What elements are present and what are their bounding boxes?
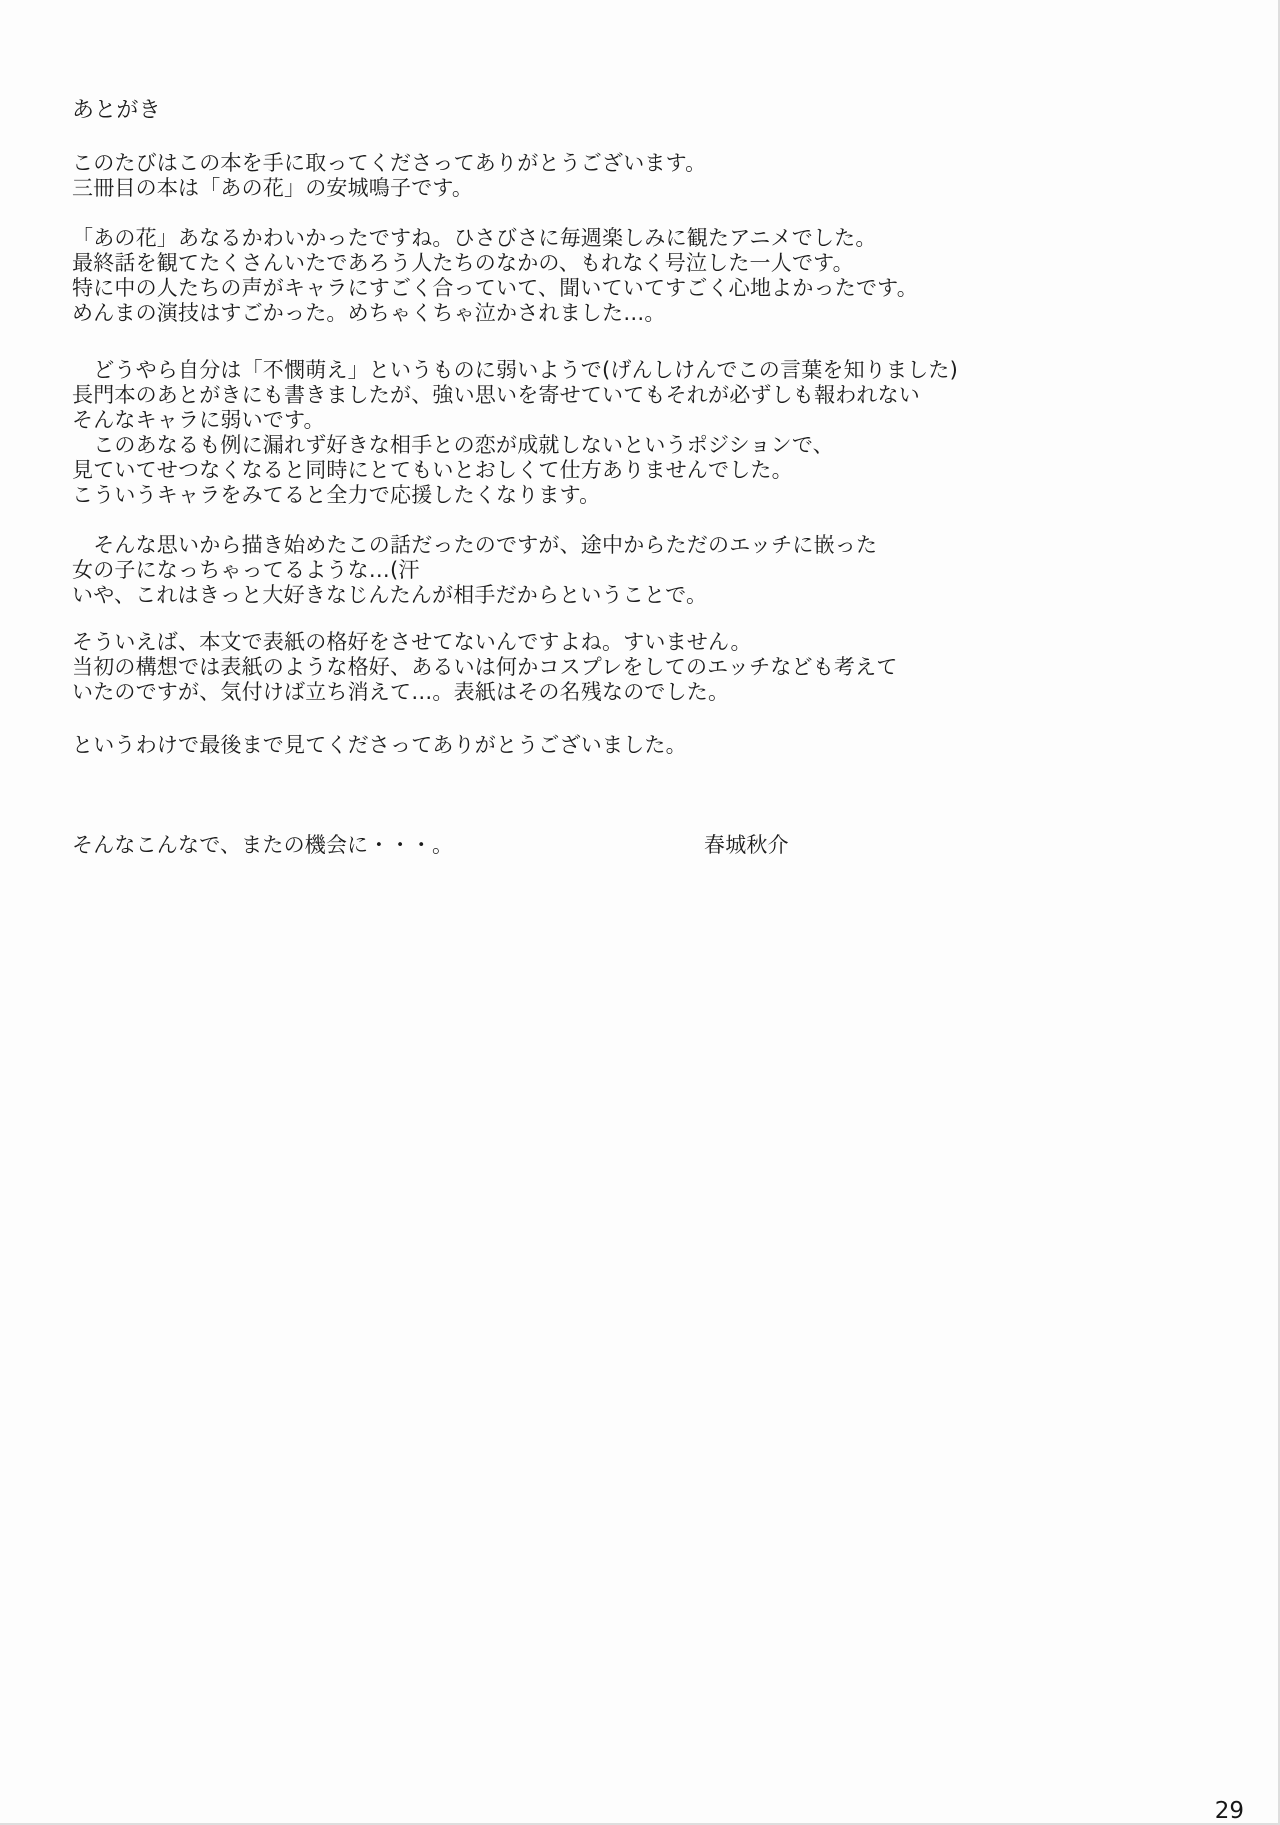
text-line: いたのですが、気付けば立ち消えて…。表紙はその名残なのでした。 [72,680,730,704]
text-line: 見ていてせつなくなると同時にとてもいとおしくて仕方ありませんでした。 [72,458,793,482]
signoff-text: そんなこんなで、またの機会に・・・。 [72,833,454,857]
page-title: あとがき [72,98,161,123]
text-line: 女の子になっちゃってるような…(汗 [72,558,420,582]
text-line: 特に中の人たちの声がキャラにすごく合っていて、聞いていてすごく心地よかったです。 [72,276,918,300]
author-signature: 春城秋介 [704,833,789,857]
text-line: そんな思いから描き始めたこの話だったのですが、途中からただのエッチに嵌った [72,533,878,557]
text-line: 長門本のあとがきにも書きましたが、強い思いを寄せていてもそれが必ずしも報われない [72,383,920,407]
paragraph-story-notes [72,533,1022,608]
paragraph-cover-apology [72,630,1022,705]
page-number: 29 [1214,1798,1244,1824]
text-line: 「あの花」あなるかわいかったですね。ひさびさに毎週楽しみに観たアニメでした。 [72,226,877,250]
afterword-body [72,98,1022,858]
text-line: そんなキャラに弱いです。 [72,408,325,432]
paragraph-greeting [72,151,1022,201]
text-line: 当初の構想では表紙のような格好、あるいは何かコスプレをしてのエッチなども考えて [72,655,898,679]
text-line: こういうキャラをみてると全力で応援したくなります。 [72,483,601,507]
text-line: というわけで最後まで見てくださってありがとうございました。 [72,733,687,757]
signoff-row [72,833,1022,858]
paragraph-anime-impressions [72,226,1022,326]
text-line: 三冊目の本は「あの花」の安城鳴子です。 [72,176,474,200]
text-line: そういえば、本文で表紙の格好をさせてないんですよね。すいません。 [72,630,752,654]
text-line: このたびはこの本を手に取ってくださってありがとうございます。 [72,151,707,175]
paragraph-thanks [72,733,1022,758]
text-line: めんまの演技はすごかった。めちゃくちゃ泣かされました…。 [72,301,666,325]
paragraph-character-feelings [72,358,1022,508]
text-line: いや、これはきっと大好きなじんたんが相手だからということで。 [72,583,708,607]
text-line: どうやら自分は「不憫萌え」というものに弱いようで(げんしけんでこの言葉を知りました) [72,358,958,382]
text-line: このあなるも例に漏れず好きな相手との恋が成就しないというポジションで、 [72,433,834,457]
text-line: 最終話を観てたくさんいたであろう人たちのなかの、もれなく号泣した一人です。 [72,251,854,275]
